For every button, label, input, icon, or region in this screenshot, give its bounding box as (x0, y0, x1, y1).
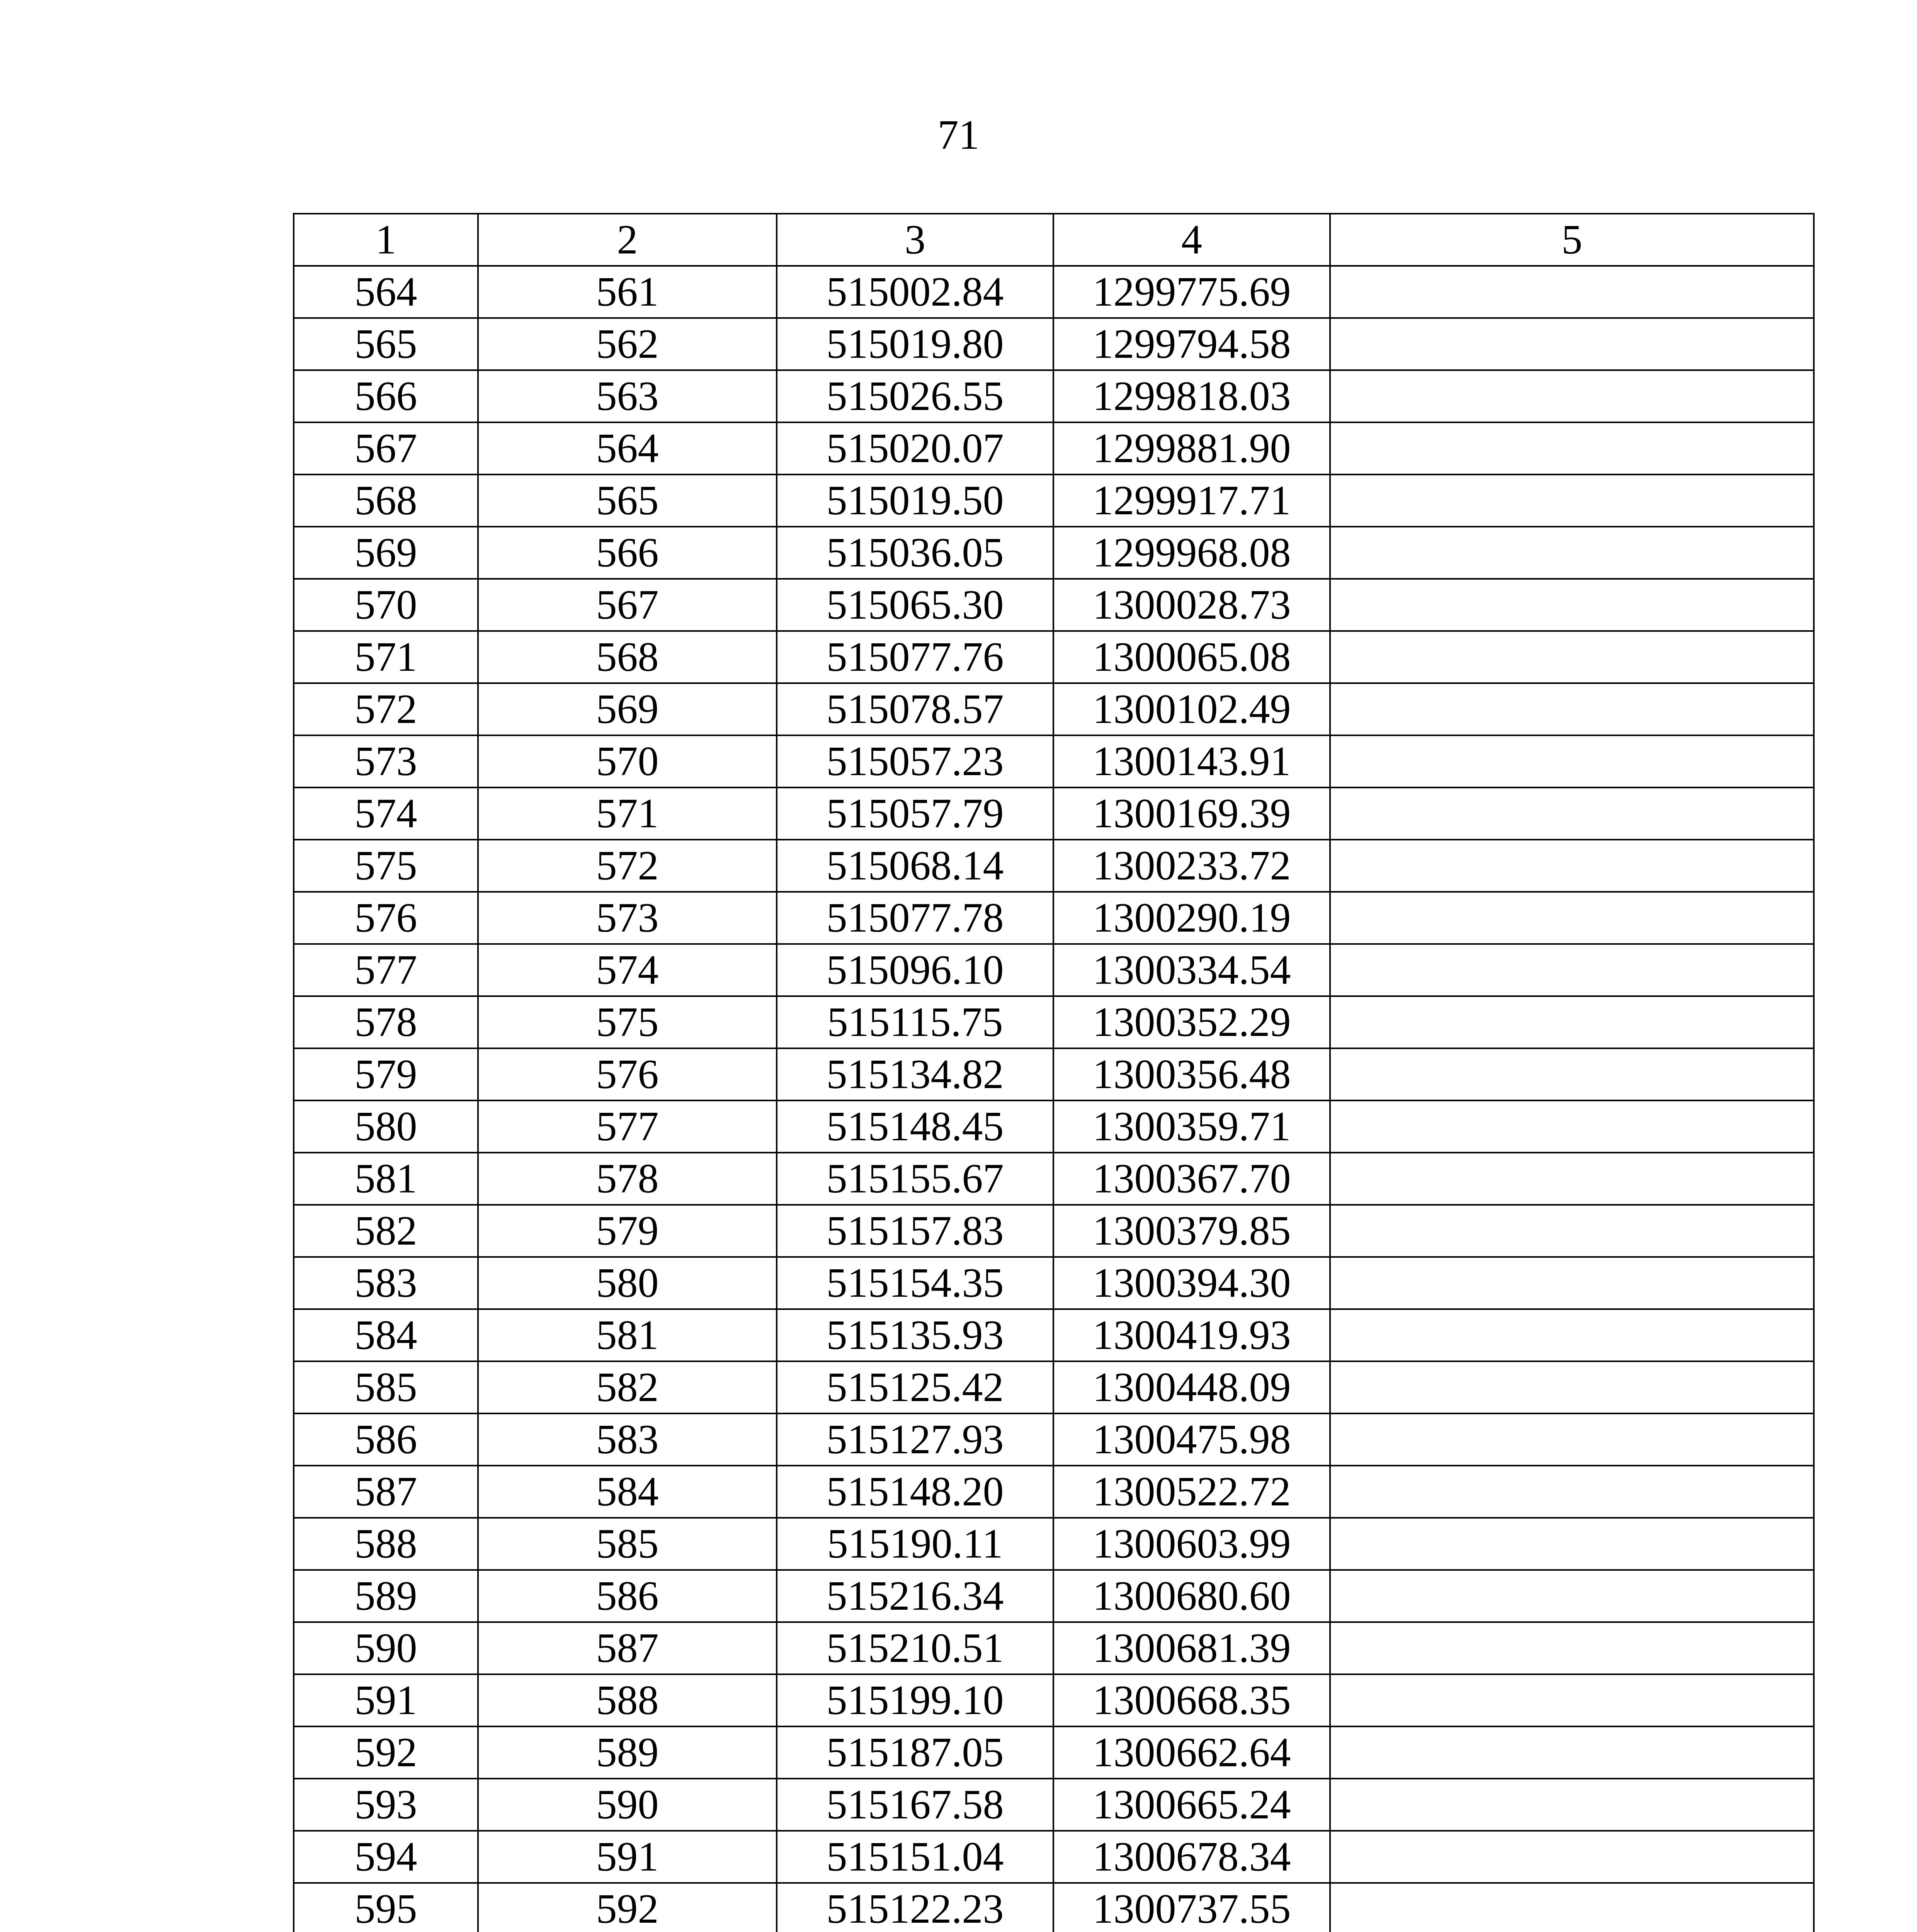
column-header: 1 (294, 214, 478, 266)
table-cell: 1300394.30 (1053, 1257, 1330, 1309)
coordinates-table (293, 213, 1815, 1932)
table-cell: 515125.42 (777, 1361, 1053, 1413)
table-cell: 590 (294, 1622, 478, 1674)
table-cell (1330, 1048, 1814, 1100)
table-cell: 1300662.64 (1053, 1726, 1330, 1779)
table-cell: 1300680.60 (1053, 1570, 1330, 1622)
table-row (294, 892, 1814, 944)
table-row (294, 1153, 1814, 1205)
table-cell: 515187.05 (777, 1726, 1053, 1779)
table-cell: 573 (294, 735, 478, 787)
table-cell: 573 (478, 892, 777, 944)
table-cell: 566 (294, 370, 478, 422)
table-cell: 571 (478, 787, 777, 840)
table-cell (1330, 370, 1814, 422)
table-cell: 1299775.69 (1053, 266, 1330, 318)
table-row (294, 1518, 1814, 1570)
table-row (294, 840, 1814, 892)
table-cell: 515019.50 (777, 474, 1053, 527)
table-cell: 515115.75 (777, 996, 1053, 1048)
table-cell: 589 (294, 1570, 478, 1622)
table-cell: 515148.45 (777, 1100, 1053, 1153)
column-header: 5 (1330, 214, 1814, 266)
table-cell: 1300065.08 (1053, 631, 1330, 683)
table-cell: 576 (294, 892, 478, 944)
table-cell (1330, 474, 1814, 527)
table-cell: 515057.79 (777, 787, 1053, 840)
table-row (294, 1309, 1814, 1361)
table-cell (1330, 318, 1814, 370)
table-cell: 584 (478, 1466, 777, 1518)
table-cell: 572 (294, 683, 478, 735)
table-cell (1330, 1883, 1814, 1932)
table-cell: 1300737.55 (1053, 1883, 1330, 1932)
table-cell: 515148.20 (777, 1466, 1053, 1518)
table-cell: 594 (294, 1831, 478, 1883)
table-cell: 515002.84 (777, 266, 1053, 318)
table-cell (1330, 1257, 1814, 1309)
table-cell: 588 (294, 1518, 478, 1570)
table-cell: 588 (478, 1674, 777, 1726)
table-cell (1330, 1622, 1814, 1674)
table-row (294, 735, 1814, 787)
table-cell: 1300475.98 (1053, 1413, 1330, 1466)
table-row (294, 1466, 1814, 1518)
table-cell: 515135.93 (777, 1309, 1053, 1361)
table-cell: 582 (294, 1205, 478, 1257)
table-cell: 1300143.91 (1053, 735, 1330, 787)
table-cell: 583 (294, 1257, 478, 1309)
table-cell: 569 (294, 527, 478, 579)
table-row (294, 422, 1814, 474)
table-cell: 515077.78 (777, 892, 1053, 944)
table-cell: 515155.67 (777, 1153, 1053, 1205)
table-cell: 1300334.54 (1053, 944, 1330, 996)
table-cell (1330, 1518, 1814, 1570)
table-row (294, 1361, 1814, 1413)
table-cell (1330, 1413, 1814, 1466)
table-cell: 567 (478, 579, 777, 631)
table-cell: 565 (294, 318, 478, 370)
table-cell: 579 (294, 1048, 478, 1100)
table-cell: 570 (478, 735, 777, 787)
table-cell: 515151.04 (777, 1831, 1053, 1883)
table-cell: 568 (294, 474, 478, 527)
table-cell (1330, 1726, 1814, 1779)
column-header: 2 (478, 214, 777, 266)
table-row (294, 787, 1814, 840)
table-cell: 515157.83 (777, 1205, 1053, 1257)
table-cell: 576 (478, 1048, 777, 1100)
table-cell: 575 (478, 996, 777, 1048)
table-cell: 1299818.03 (1053, 370, 1330, 422)
table-cell: 1299917.71 (1053, 474, 1330, 527)
table-cell: 1300359.71 (1053, 1100, 1330, 1153)
table-row (294, 579, 1814, 631)
table-cell: 591 (478, 1831, 777, 1883)
table-cell: 515026.55 (777, 370, 1053, 422)
column-header: 3 (777, 214, 1053, 266)
table-row (294, 944, 1814, 996)
table-cell: 1300603.99 (1053, 1518, 1330, 1570)
table-cell: 575 (294, 840, 478, 892)
table-cell: 572 (478, 840, 777, 892)
table-cell: 515019.80 (777, 318, 1053, 370)
table-cell: 515065.30 (777, 579, 1053, 631)
table-cell (1330, 266, 1814, 318)
table-cell (1330, 892, 1814, 944)
table-cell: 515134.82 (777, 1048, 1053, 1100)
table-cell: 515068.14 (777, 840, 1053, 892)
table-cell (1330, 944, 1814, 996)
table-cell: 585 (294, 1361, 478, 1413)
table-cell: 515020.07 (777, 422, 1053, 474)
table-cell: 515127.93 (777, 1413, 1053, 1466)
table-row (294, 1048, 1814, 1100)
table-cell: 515057.23 (777, 735, 1053, 787)
table-header-row (294, 214, 1814, 266)
table-cell: 590 (478, 1779, 777, 1831)
table-cell: 595 (294, 1883, 478, 1932)
table-row (294, 318, 1814, 370)
table-cell (1330, 1100, 1814, 1153)
table-row (294, 996, 1814, 1048)
table-cell: 561 (478, 266, 777, 318)
table-cell (1330, 422, 1814, 474)
table-cell (1330, 683, 1814, 735)
table-cell: 1300290.19 (1053, 892, 1330, 944)
table-row (294, 683, 1814, 735)
table-cell: 568 (478, 631, 777, 683)
table-cell: 1300356.48 (1053, 1048, 1330, 1100)
table-cell: 570 (294, 579, 478, 631)
table-cell: 1300681.39 (1053, 1622, 1330, 1674)
table-cell: 564 (478, 422, 777, 474)
table-cell: 591 (294, 1674, 478, 1726)
table-cell: 580 (478, 1257, 777, 1309)
page-number: 71 (937, 112, 980, 158)
table-cell (1330, 1779, 1814, 1831)
table-row (294, 1257, 1814, 1309)
table-cell: 578 (294, 996, 478, 1048)
table-cell (1330, 1831, 1814, 1883)
table-row (294, 1622, 1814, 1674)
table-cell (1330, 1570, 1814, 1622)
table-cell (1330, 787, 1814, 840)
table-row (294, 1779, 1814, 1831)
table-cell: 515096.10 (777, 944, 1053, 996)
table-cell: 1300522.72 (1053, 1466, 1330, 1518)
table-cell: 515190.11 (777, 1518, 1053, 1570)
table-cell (1330, 1205, 1814, 1257)
table-cell (1330, 1466, 1814, 1518)
table-cell: 1300102.49 (1053, 683, 1330, 735)
table-cell: 578 (478, 1153, 777, 1205)
table-cell: 1300233.72 (1053, 840, 1330, 892)
table-cell (1330, 579, 1814, 631)
table-cell (1330, 1674, 1814, 1726)
table-cell: 515078.57 (777, 683, 1053, 735)
table-cell: 581 (478, 1309, 777, 1361)
table-cell: 592 (294, 1726, 478, 1779)
column-header: 4 (1053, 214, 1330, 266)
table-cell: 1299968.08 (1053, 527, 1330, 579)
table-cell: 563 (478, 370, 777, 422)
table-row (294, 370, 1814, 422)
table-cell: 1300448.09 (1053, 1361, 1330, 1413)
table-cell: 586 (294, 1413, 478, 1466)
table-cell: 564 (294, 266, 478, 318)
table-cell: 1300678.34 (1053, 1831, 1330, 1883)
table-cell: 586 (478, 1570, 777, 1622)
table-row (294, 1883, 1814, 1932)
table-cell: 1300352.29 (1053, 996, 1330, 1048)
table-cell: 592 (478, 1883, 777, 1932)
table-body (294, 266, 1814, 1932)
table-row (294, 1205, 1814, 1257)
table-cell: 1300169.39 (1053, 787, 1330, 840)
table-row (294, 1674, 1814, 1726)
table-cell (1330, 1153, 1814, 1205)
table-row (294, 266, 1814, 318)
table-cell: 515199.10 (777, 1674, 1053, 1726)
table-cell: 581 (294, 1153, 478, 1205)
table-cell: 515167.58 (777, 1779, 1053, 1831)
table-cell: 582 (478, 1361, 777, 1413)
table-cell: 1300668.35 (1053, 1674, 1330, 1726)
table-cell: 593 (294, 1779, 478, 1831)
table-row (294, 474, 1814, 527)
table-row (294, 1831, 1814, 1883)
table-cell: 571 (294, 631, 478, 683)
table-row (294, 1413, 1814, 1466)
table-cell (1330, 735, 1814, 787)
table-row (294, 631, 1814, 683)
table-cell: 584 (294, 1309, 478, 1361)
table-cell: 585 (478, 1518, 777, 1570)
table-cell (1330, 631, 1814, 683)
table-cell: 1299881.90 (1053, 422, 1330, 474)
table-cell: 577 (294, 944, 478, 996)
table-cell: 565 (478, 474, 777, 527)
table-cell: 1300379.85 (1053, 1205, 1330, 1257)
table-cell: 515122.23 (777, 1883, 1053, 1932)
table-cell (1330, 996, 1814, 1048)
table-cell: 515216.34 (777, 1570, 1053, 1622)
table-cell: 583 (478, 1413, 777, 1466)
table-cell: 577 (478, 1100, 777, 1153)
table-cell (1330, 1309, 1814, 1361)
table-cell: 574 (478, 944, 777, 996)
table-cell: 566 (478, 527, 777, 579)
table-cell: 515154.35 (777, 1257, 1053, 1309)
table-cell: 587 (294, 1466, 478, 1518)
table-row (294, 527, 1814, 579)
table-cell: 580 (294, 1100, 478, 1153)
table-cell: 589 (478, 1726, 777, 1779)
table-row (294, 1726, 1814, 1779)
table-cell: 579 (478, 1205, 777, 1257)
table-cell: 1300028.73 (1053, 579, 1330, 631)
table-row (294, 1570, 1814, 1622)
table-cell: 1299794.58 (1053, 318, 1330, 370)
table-cell (1330, 840, 1814, 892)
table-cell: 1300665.24 (1053, 1779, 1330, 1831)
table-cell: 515077.76 (777, 631, 1053, 683)
table-cell: 587 (478, 1622, 777, 1674)
table-cell (1330, 527, 1814, 579)
table-cell: 1300419.93 (1053, 1309, 1330, 1361)
table-row (294, 1100, 1814, 1153)
table-cell: 574 (294, 787, 478, 840)
table-cell: 569 (478, 683, 777, 735)
table-cell: 515210.51 (777, 1622, 1053, 1674)
table-cell: 1300367.70 (1053, 1153, 1330, 1205)
table-cell: 515036.05 (777, 527, 1053, 579)
table-cell (1330, 1361, 1814, 1413)
table-cell: 562 (478, 318, 777, 370)
table-cell: 567 (294, 422, 478, 474)
